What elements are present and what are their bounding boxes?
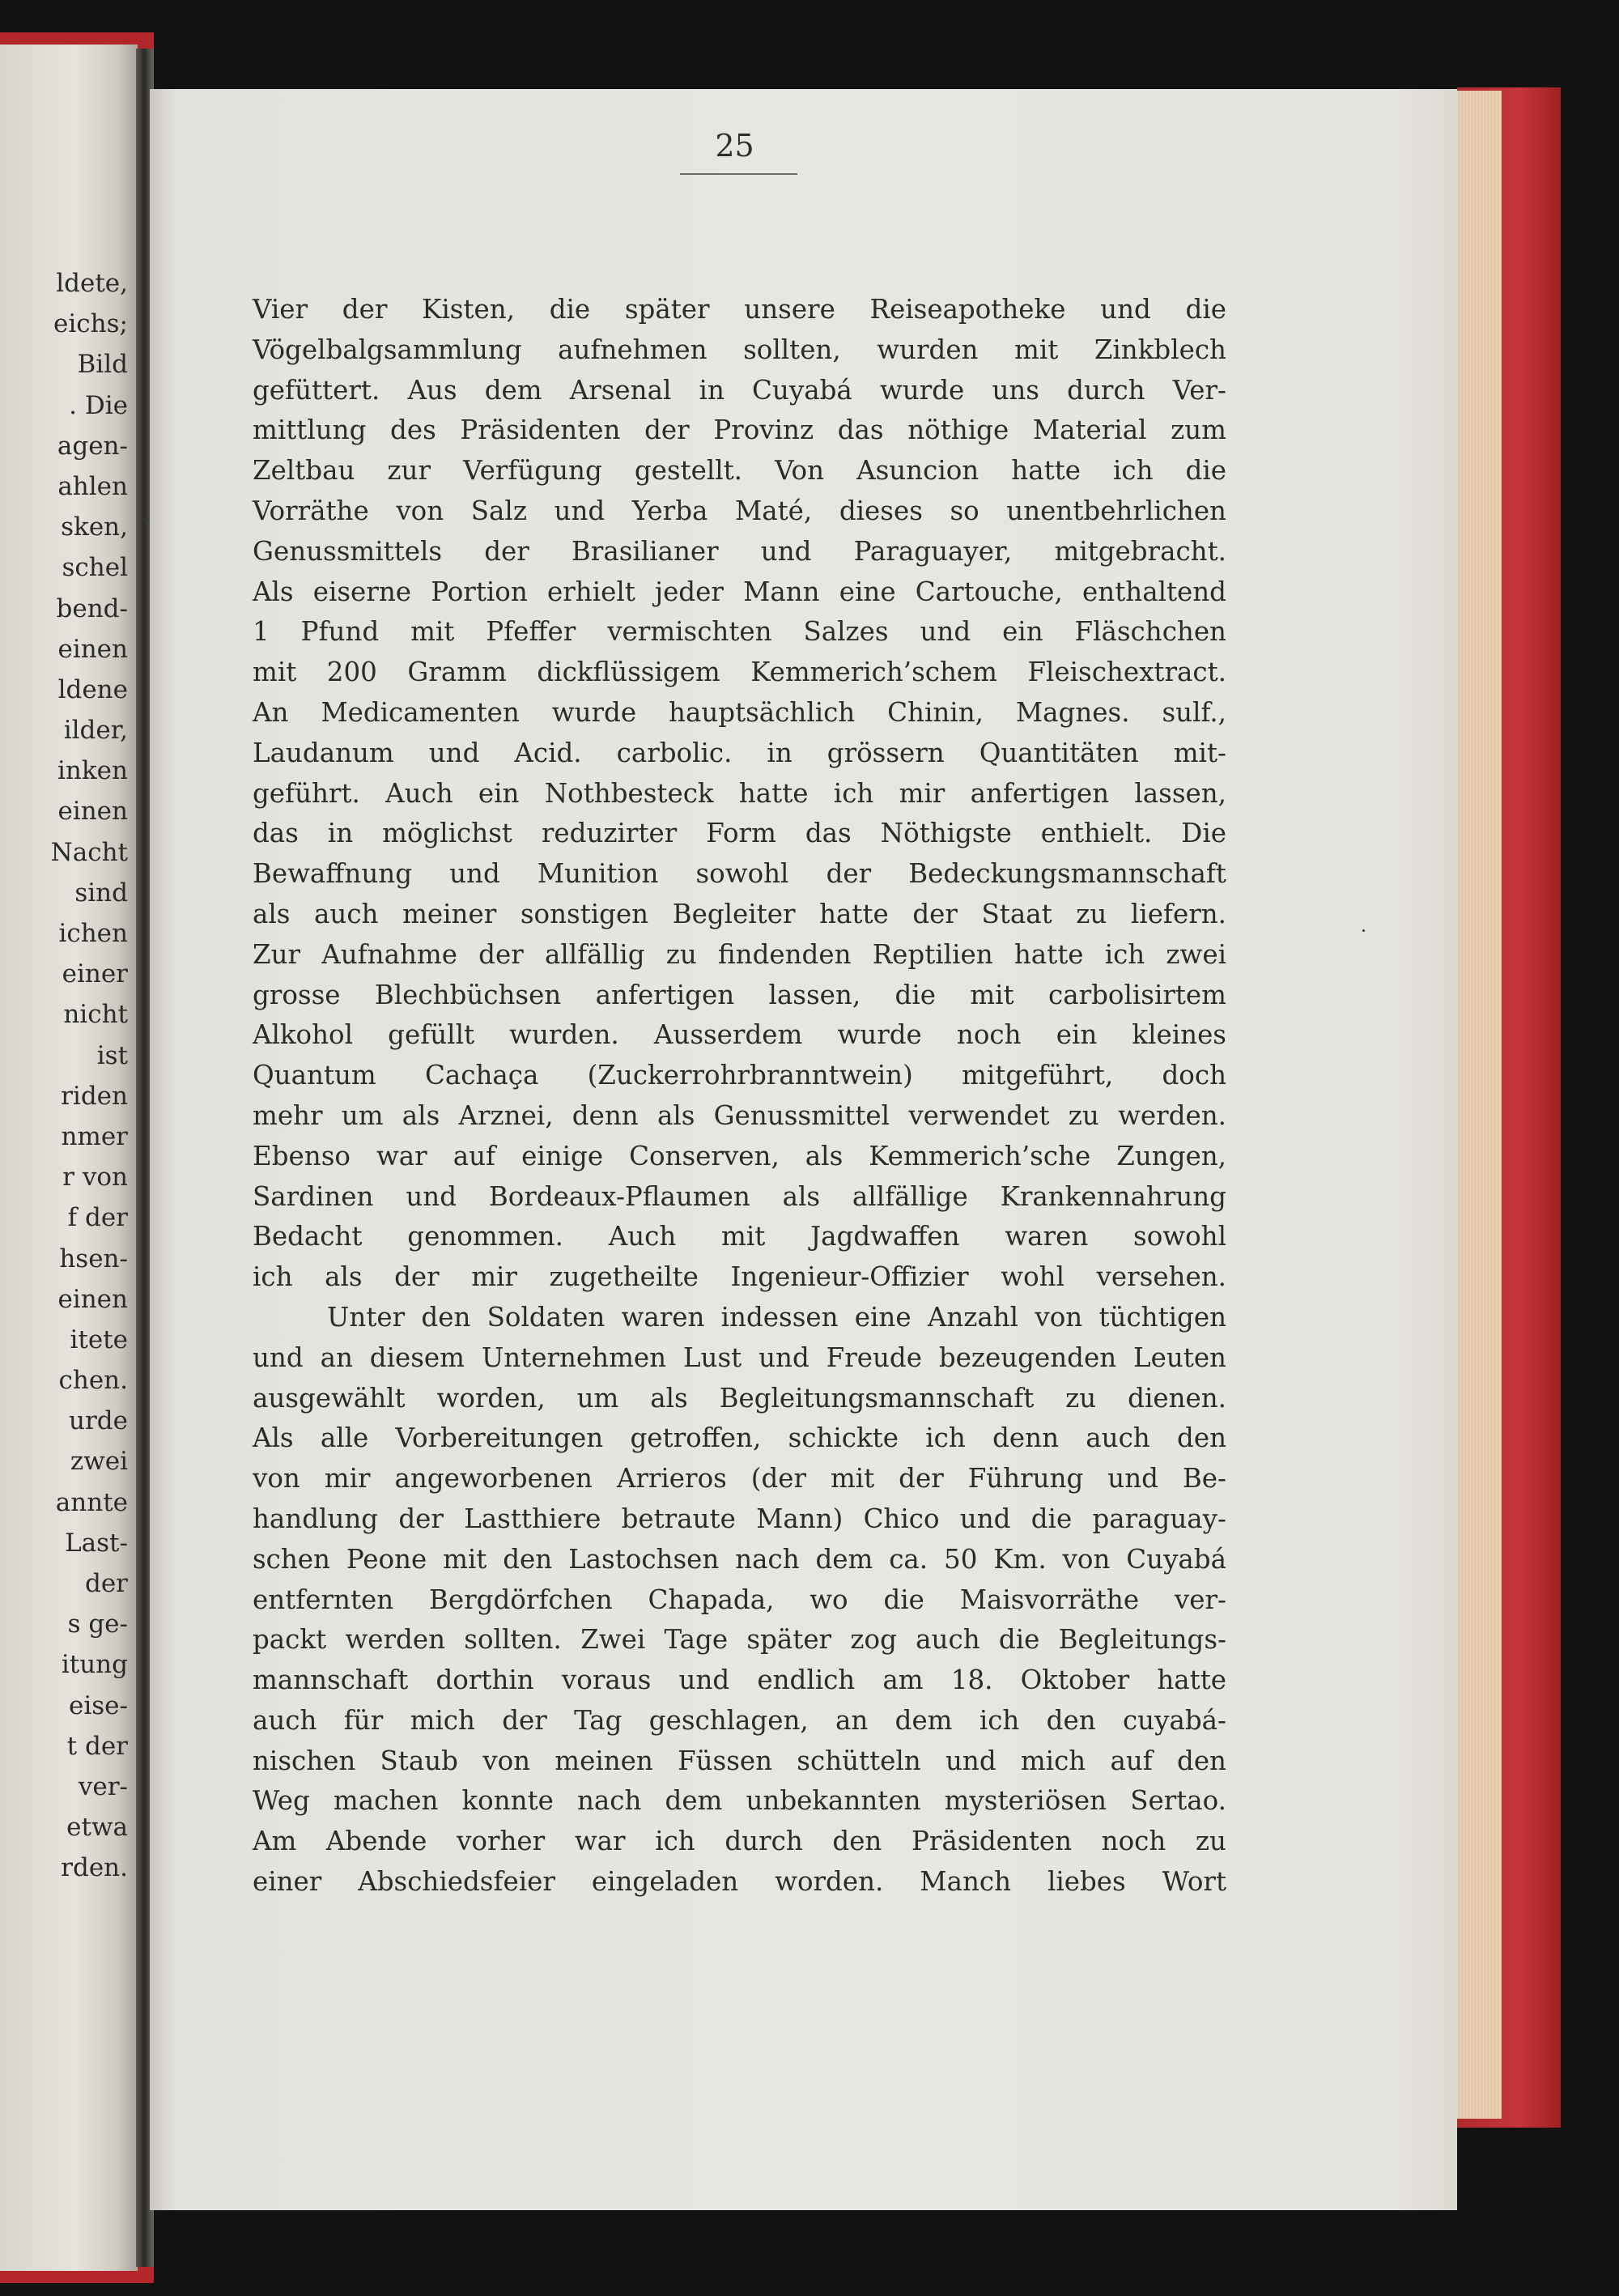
page-body-text xyxy=(253,290,1226,1903)
text-line: von mir angeworbenen Arrieros (der mit der Führung und Be- xyxy=(253,1463,1226,1495)
left-page-line-fragment: hsen- xyxy=(59,1244,128,1273)
left-page-text xyxy=(0,263,138,1889)
text-line: Als eiserne Portion erhielt jeder Mann eine Cartouche, enthaltend xyxy=(253,576,1226,607)
text-line: packt werden sollten. Zwei Tage später zog auch die Begleitungs- xyxy=(253,1624,1226,1656)
page-number: 25 xyxy=(715,128,754,164)
left-page-line-fragment: bend- xyxy=(56,593,128,623)
text-line: Quantum Cachaça (Zuckerrohrbranntwein) mitgeführt, doch xyxy=(253,1060,1226,1091)
left-page-line-fragment: rden. xyxy=(61,1853,128,1883)
left-page-line-fragment: nicht xyxy=(63,1000,128,1030)
text-line: mit 200 Gramm dickflüssigem Kemmerich’schem Fleischextract. xyxy=(253,657,1226,688)
text-line: mittlung des Präsidenten der Provinz das nöthige Material zum xyxy=(253,415,1226,446)
left-page-line-fragment: t der xyxy=(66,1731,128,1761)
left-page-line-fragment: ist xyxy=(96,1040,128,1070)
left-page-line-fragment: einen xyxy=(57,797,128,827)
text-line: Vier der Kisten, die später unsere Reiseapotheke und die xyxy=(253,294,1226,325)
left-page-line-fragment: . Die xyxy=(69,390,128,420)
text-line: Alkohol gefüllt wurden. Ausserdem wurde noch ein kleines xyxy=(253,1019,1226,1051)
text-line: nischen Staub von meinen Füssen schütteln und mich auf den xyxy=(253,1745,1226,1776)
text-line: Genussmittels der Brasilianer und Paraguayer, mitgebracht. xyxy=(253,535,1226,567)
text-line: auch für mich der Tag geschlagen, an dem ich den cuyabá- xyxy=(253,1704,1226,1736)
left-page-line-fragment: ahlen xyxy=(57,471,128,501)
left-page-line-fragment: Bild xyxy=(77,350,128,380)
page-speck xyxy=(1362,929,1365,932)
text-line: Ebenso war auf einige Conserven, als Kemmerich’sche Zungen, xyxy=(253,1140,1226,1171)
text-line: Bewaffnung und Munition sowohl der Bedeckungsmannschaft xyxy=(253,858,1226,890)
left-page-line-fragment: eise- xyxy=(69,1690,128,1720)
left-page-line-fragment: inken xyxy=(57,756,128,786)
text-line: ich als der mir zugetheilte Ingenieur-Offizier wohl versehen. xyxy=(253,1261,1226,1293)
left-page-line-fragment: ldete, xyxy=(56,269,128,298)
left-page-line-fragment: etwa xyxy=(66,1813,128,1843)
text-line: Laudanum und Acid. carbolic. in grössern Quantitäten mit- xyxy=(253,737,1226,768)
text-line: Sardinen und Bordeaux-Pflaumen als allfällige Krankennahrung xyxy=(253,1180,1226,1212)
page-number-rule xyxy=(680,173,797,175)
left-page-line-fragment: urde xyxy=(69,1406,128,1436)
left-page-line-fragment: einen xyxy=(57,1284,128,1314)
left-page-line-fragment: eichs; xyxy=(53,309,128,339)
left-page-line-fragment: der xyxy=(84,1569,128,1598)
margin-mark xyxy=(146,518,149,521)
left-page-line-fragment: nmer xyxy=(61,1121,128,1151)
left-page-line-fragment: agen- xyxy=(57,431,128,461)
text-line: 1 Pfund mit Pfeffer vermischten Salzes und ein Fläschchen xyxy=(253,616,1226,648)
text-line: gefüttert. Aus dem Arsenal in Cuyabá wurde uns durch Ver- xyxy=(253,374,1226,406)
text-line: Zeltbau zur Verfügung gestellt. Von Asuncion hatte ich die xyxy=(253,455,1226,487)
left-page-line-fragment: sken, xyxy=(61,512,128,542)
left-page-line-fragment: f der xyxy=(67,1203,128,1233)
text-line: Vögelbalgsammlung aufnehmen sollten, wurden mit Zinkblech xyxy=(253,334,1226,365)
left-page-line-fragment: chen. xyxy=(58,1366,128,1396)
text-line: Weg machen konnte nach dem unbekannten mysteriösen Sertao. xyxy=(253,1785,1226,1817)
left-page xyxy=(0,45,138,2271)
text-line: ausgewählt worden, um als Begleitungsmannschaft zu dienen. xyxy=(253,1382,1226,1414)
text-line: Am Abende vorher war ich durch den Präsidenten noch zu xyxy=(253,1826,1226,1857)
text-line: Bedacht genommen. Auch mit Jagdwaffen waren sowohl xyxy=(253,1221,1226,1252)
left-page-line-fragment: r von xyxy=(62,1163,128,1193)
left-page-line-fragment: schel xyxy=(62,553,128,583)
text-line: entfernten Bergdörfchen Chapada, wo die Maisvorräthe ver- xyxy=(253,1584,1226,1615)
left-page-line-fragment: ichen xyxy=(58,919,128,948)
left-page-line-fragment: Nacht xyxy=(50,837,128,867)
text-line: schen Peone mit den Lastochsen nach dem ca. 50 Km. von Cuyabá xyxy=(253,1543,1226,1575)
left-page-line-fragment: annte xyxy=(55,1487,128,1517)
left-page-line-fragment: ver- xyxy=(78,1771,128,1801)
text-line: Zur Aufnahme der allfällig zu findenden Reptilien hatte ich zwei xyxy=(253,938,1226,970)
text-line: als auch meiner sonstigen Begleiter hatte der Staat zu liefern. xyxy=(253,898,1226,929)
left-page-line-fragment: riden xyxy=(61,1081,128,1111)
text-line: grosse Blechbüchsen anfertigen lassen, die mit carbolisirtem xyxy=(253,979,1226,1010)
text-line: mannschaft dorthin voraus und endlich am 18. Oktober hatte xyxy=(253,1665,1226,1696)
text-line: geführt. Auch ein Nothbesteck hatte ich mir anfertigen lassen, xyxy=(253,777,1226,809)
left-page-line-fragment: itete xyxy=(70,1324,128,1354)
text-line: mehr um als Arznei, denn als Genussmittel verwendet zu werden. xyxy=(253,1099,1226,1131)
text-line: das in möglichst reduzirter Form das Nöthigste enthielt. Die xyxy=(253,818,1226,849)
left-page-line-fragment: einer xyxy=(62,959,128,989)
page-block-edges xyxy=(1453,91,1502,2119)
text-line: Als alle Vorbereitungen getroffen, schickte ich denn auch den xyxy=(253,1422,1226,1454)
text-line: handlung der Lastthiere betraute Mann) Chico und die paraguay- xyxy=(253,1503,1226,1534)
text-line: An Medicamenten wurde hauptsächlich Chinin, Magnes. sulf., xyxy=(253,696,1226,728)
left-page-line-fragment: ldene xyxy=(57,674,128,704)
left-page-line-fragment: ilder, xyxy=(63,716,128,746)
text-line: Vorräthe von Salz und Yerba Maté, dieses so unentbehrlichen xyxy=(253,495,1226,526)
text-line: Unter den Soldaten waren indessen eine Anzahl von tüchtigen xyxy=(327,1301,1226,1333)
left-page-line-fragment: s ge- xyxy=(67,1609,128,1639)
left-page-line-fragment: zwei xyxy=(70,1447,128,1477)
left-page-line-fragment: einen xyxy=(57,634,128,664)
left-page-line-fragment: itung xyxy=(61,1650,128,1680)
left-page-line-fragment: sind xyxy=(74,878,128,908)
text-line: einer Abschiedsfeier eingeladen worden. Manch liebes Wort xyxy=(253,1866,1226,1898)
left-page-line-fragment: Last- xyxy=(65,1528,128,1558)
text-line: und an diesem Unternehmen Lust und Freude bezeugenden Leuten xyxy=(253,1341,1226,1373)
